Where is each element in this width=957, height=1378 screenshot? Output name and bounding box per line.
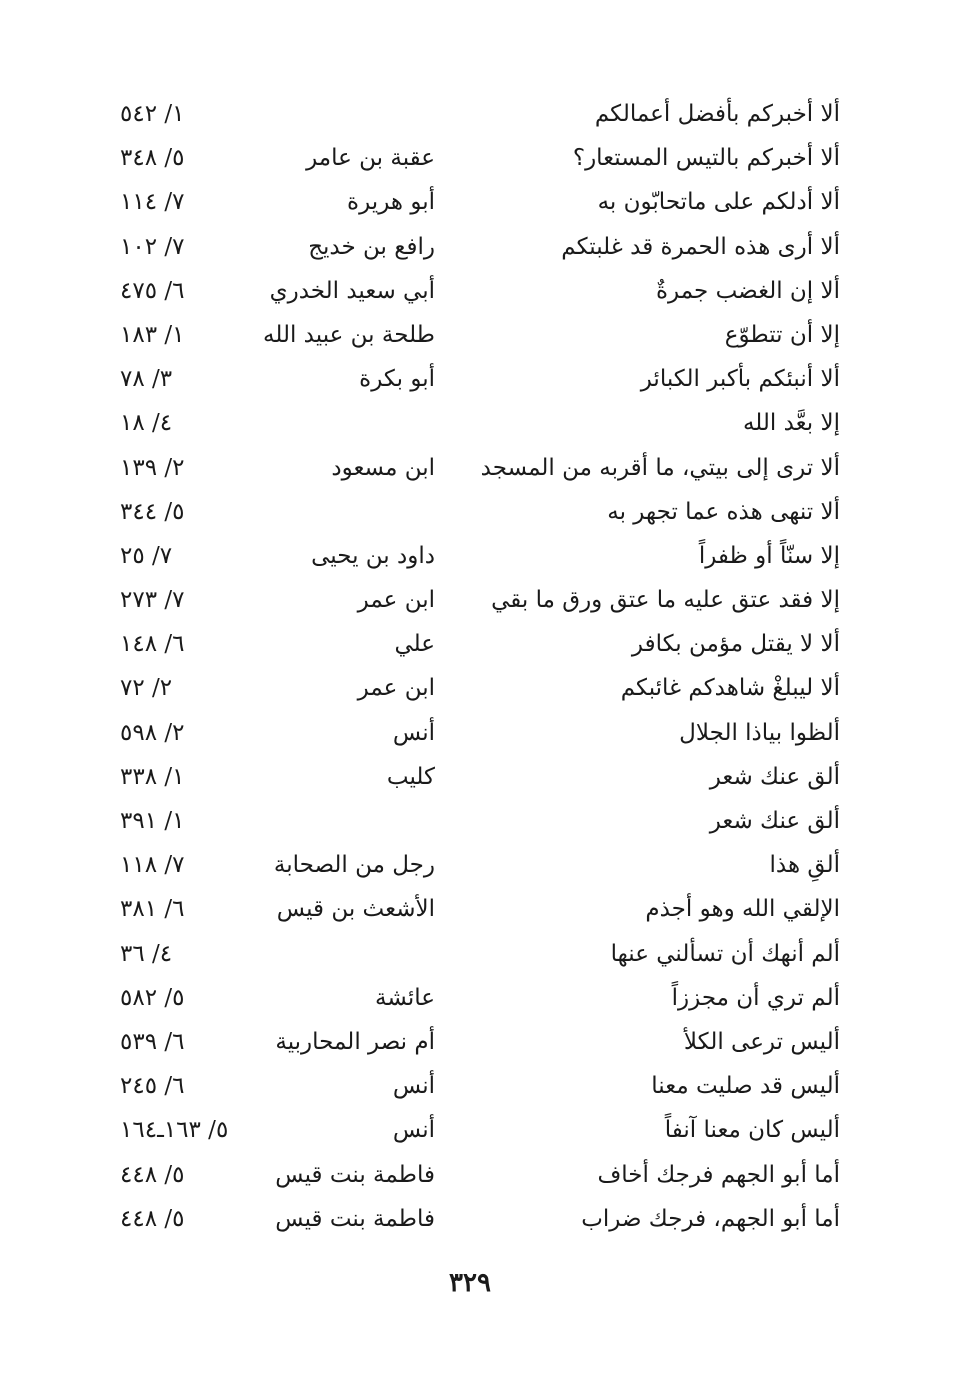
volume-page-ref: ٦/ ١٤٨ [120,631,185,658]
narrator-name: أبو هريرة [347,189,435,216]
index-row [120,932,840,976]
index-row [120,490,840,534]
index-row [120,401,840,445]
narrator-name: ابن عمر [357,587,435,614]
index-row [120,446,840,490]
narrator-name: أم نصر المحاربية [275,1028,435,1055]
narrator-name: داود بن يحيى [311,542,435,569]
hadith-text: ألا أخبركم بالتيس المستعار؟ [572,145,840,172]
volume-page-ref: ٥/ ٥٨٢ [120,984,185,1011]
narrator-name: أبي سعيد الخدري [269,277,435,304]
hadith-text: ألق عنك شعر [709,763,840,790]
hadith-text: إلا أن تتطوّع [724,321,840,348]
index-row [120,976,840,1020]
volume-page-ref: ٦/ ٤٧٥ [120,277,185,304]
volume-page-ref: ٦/ ٣٨١ [120,896,185,923]
index-row [120,843,840,887]
hadith-text: ألم تري أن مجززاً [671,984,840,1011]
volume-page-ref: ٤/ ١٨ [120,410,173,437]
index-row [120,534,840,578]
hadith-text: أليس قد صليت معنا [651,1073,840,1100]
hadith-text: ألظوا بياذا الجلال [679,719,840,746]
narrator-name: رافع بن خديج [308,233,435,260]
volume-page-ref: ٤/ ٣٦ [120,940,173,967]
index-row [120,1153,840,1197]
volume-page-ref: ٦/ ٢٤٥ [120,1073,185,1100]
narrator-name: طلحة بن عبيد الله [263,321,435,348]
hadith-text: ألا لا يقتل مؤمن بكافر [631,631,840,658]
hadith-text: إلا بعَّد الله [742,410,840,437]
hadith-text: ألق عنك شعر [709,808,840,834]
index-row [120,357,840,401]
index-row [120,711,840,755]
volume-page-ref: ٧/ ٢٥ [120,542,173,569]
volume-page-ref: ٦/ ٥٣٩ [120,1028,185,1055]
volume-page-ref: ٢/ ٧٢ [120,675,173,702]
hadith-index-table [120,92,840,1241]
hadith-text: ألا ترى إلى بيتي، ما أقربه من المسجد [480,454,840,481]
narrator-name: ابن مسعود [331,454,435,481]
volume-page-ref: ٥/ ٣٤٤ [120,498,185,525]
index-row [120,225,840,269]
index-row [120,622,840,666]
narrator-name: رجل من الصحابة [273,852,435,879]
index-row [120,799,840,843]
index-row [120,1108,840,1152]
index-row [120,1020,840,1064]
hadith-text: ألا أخبركم بأفضل أعمالكم [594,101,840,127]
hadith-text: ألا أرى هذه الحمرة قد غلبتكم [561,233,840,260]
narrator-name: ابن عمر [357,675,435,702]
index-row [120,755,840,799]
hadith-text: ألم أنهك أن تسألني عنها [610,940,840,967]
index-row [120,136,840,180]
volume-page-ref: ٥/ ٤٤٨ [120,1205,185,1232]
narrator-name: فاطمة بنت قيس [275,1205,435,1232]
index-row [120,269,840,313]
index-row [120,578,840,622]
hadith-text: ألقِ هذا [769,852,840,879]
volume-page-ref: ١/ ٥٤٢ [120,101,185,127]
volume-page-ref: ٢/ ٥٩٨ [120,719,185,746]
narrator-name: أنس [392,1117,435,1144]
hadith-text: الإلقي الله وهو أجذم [645,896,840,923]
hadith-text: ألا أنبئكم بأكبر الكبائر [640,366,840,393]
volume-page-ref: ٧/ ١٠٢ [120,233,185,260]
hadith-text: ألا أدلكم على ماتحابّون به [597,189,840,216]
hadith-text: أليس كان معنا آنفاً [664,1117,840,1144]
volume-page-ref: ١/ ٣٩١ [120,808,185,834]
narrator-name: كليب [386,763,435,790]
volume-page-ref: ١/ ٣٣٨ [120,763,185,790]
index-row [120,666,840,710]
hadith-text: ألا تنهى هذه عما تجهر به [607,498,840,525]
narrator-name: عقبة بن عامر [306,145,435,172]
volume-page-ref: ٥/ ١٦٣ـ١٦٤ [120,1117,229,1144]
volume-page-ref: ٣/ ٧٨ [120,366,173,393]
hadith-text: أليس ترعى الكلأ [683,1028,840,1055]
narrator-name: أنس [392,1073,435,1100]
narrator-name: أنس [392,719,435,746]
volume-page-ref: ٧/ ١١٨ [120,852,185,879]
narrator-name: علي [394,631,435,658]
hadith-text: إلا فقد عتق عليه ما عتق ورق ما بقي [491,587,840,614]
volume-page-ref: ٧/ ١١٤ [120,189,185,216]
hadith-text: أما أبو الجهم، فرجك ضراب [581,1205,840,1232]
index-row [120,180,840,224]
narrator-name: الأشعث بن قيس [276,896,435,923]
page-number: ٣٢٩ [449,1268,491,1298]
index-row [120,313,840,357]
volume-page-ref: ٢/ ١٣٩ [120,454,185,481]
index-row [120,887,840,931]
hadith-text: أما أبو الجهم فرجك أخاف [597,1161,840,1188]
hadith-text: ألا ليبلغْ شاهدكم غائبكم [620,675,840,702]
index-row [120,1064,840,1108]
narrator-name: أبو بكرة [359,366,435,393]
index-row [120,1197,840,1241]
volume-page-ref: ١/ ١٨٣ [120,321,185,348]
hadith-text: ألا إن الغضب جمرةٌ [656,277,840,304]
narrator-name: فاطمة بنت قيس [275,1161,435,1188]
hadith-text: إلا سنّاً أو ظفراً [698,542,840,569]
volume-page-ref: ٥/ ٤٤٨ [120,1161,185,1188]
narrator-name: عائشة [375,984,435,1011]
volume-page-ref: ٥/ ٣٤٨ [120,145,185,172]
volume-page-ref: ٧/ ٢٧٣ [120,587,185,614]
index-row [120,92,840,136]
